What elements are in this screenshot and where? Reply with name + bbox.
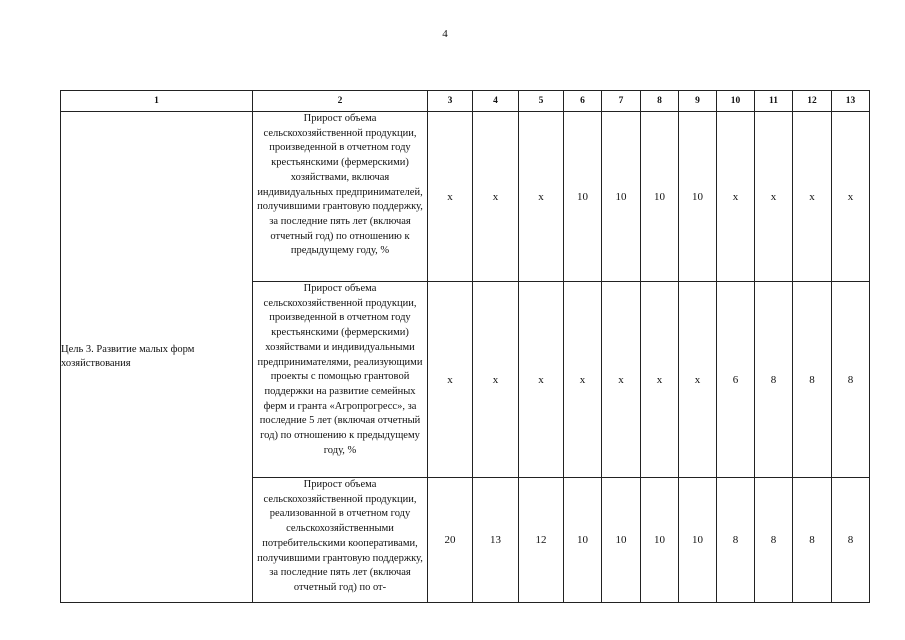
column-header: 10 (717, 91, 755, 112)
value-cell: 10 (641, 478, 679, 603)
value-cell: 10 (564, 112, 602, 282)
column-header: 9 (679, 91, 717, 112)
value-cell: x (832, 112, 870, 282)
value-cell: x (602, 282, 641, 478)
indicator-cell: Прирост объема сельскохозяйственной продукции, произведенной в отчетном году крестьянскими (фермерскими) хозяйствами и индивидуальными предпринимателями, реализующими проекты с помощью грантовой поддержки на развитие семейных ферм и гранта «Агропрогресс», за последние 5 лет (включая отчетный год) по отношению к предыдущему году, % (253, 282, 428, 478)
goal-cell: Цель 3. Развитие малых форм хозяйствования (61, 112, 253, 603)
value-cell: 10 (641, 112, 679, 282)
header-row (61, 91, 870, 112)
value-cell: x (519, 282, 564, 478)
indicator-cell (253, 478, 428, 603)
column-header: 13 (832, 91, 870, 112)
indicator-text: Прирост объема сельскохозяйственной продукции, реализованной в отчетном году сельскохозяйственными потребительскими кооперативами, получившими грантовую поддержку, за последние пять лет (включая отчетный год) по от- (257, 479, 423, 593)
value-cell: x (519, 112, 564, 282)
column-header: 8 (641, 91, 679, 112)
indicators-table (60, 90, 870, 603)
value-cell: x (428, 282, 473, 478)
value-cell: 8 (717, 478, 755, 603)
column-header: 11 (755, 91, 793, 112)
value-cell: 8 (832, 282, 870, 478)
value-cell: x (428, 112, 473, 282)
column-header: 4 (473, 91, 519, 112)
value-cell: 10 (679, 112, 717, 282)
indicator-cell: Прирост объема сельскохозяйственной продукции, произведенной в отчетном году крестьянскими (фермерскими) хозяйствами, включая индивидуальных предпринимателей, получившими грантовую поддержку, за последние пять лет (включая отчетный год) по отношению к предыдущему году, % (253, 112, 428, 282)
value-cell: x (473, 282, 519, 478)
value-cell: 12 (519, 478, 564, 603)
value-cell: 10 (602, 478, 641, 603)
value-cell: 8 (755, 282, 793, 478)
column-header: 12 (793, 91, 832, 112)
value-cell: 20 (428, 478, 473, 603)
value-cell: 8 (793, 282, 832, 478)
value-cell: x (641, 282, 679, 478)
value-cell: 8 (832, 478, 870, 603)
table-row (61, 112, 870, 282)
value-cell: x (473, 112, 519, 282)
column-header: 7 (602, 91, 641, 112)
value-cell: 8 (755, 478, 793, 603)
column-header: 1 (61, 91, 253, 112)
value-cell: x (717, 112, 755, 282)
value-cell: x (755, 112, 793, 282)
value-cell: x (793, 112, 832, 282)
value-cell: 10 (564, 478, 602, 603)
page-number: 4 (442, 28, 448, 40)
value-cell: x (564, 282, 602, 478)
value-cell: 10 (602, 112, 641, 282)
value-cell: 8 (793, 478, 832, 603)
value-cell: 13 (473, 478, 519, 603)
column-header: 2 (253, 91, 428, 112)
value-cell: 6 (717, 282, 755, 478)
column-header: 3 (428, 91, 473, 112)
value-cell: 10 (679, 478, 717, 603)
column-header: 6 (564, 91, 602, 112)
value-cell: x (679, 282, 717, 478)
column-header: 5 (519, 91, 564, 112)
